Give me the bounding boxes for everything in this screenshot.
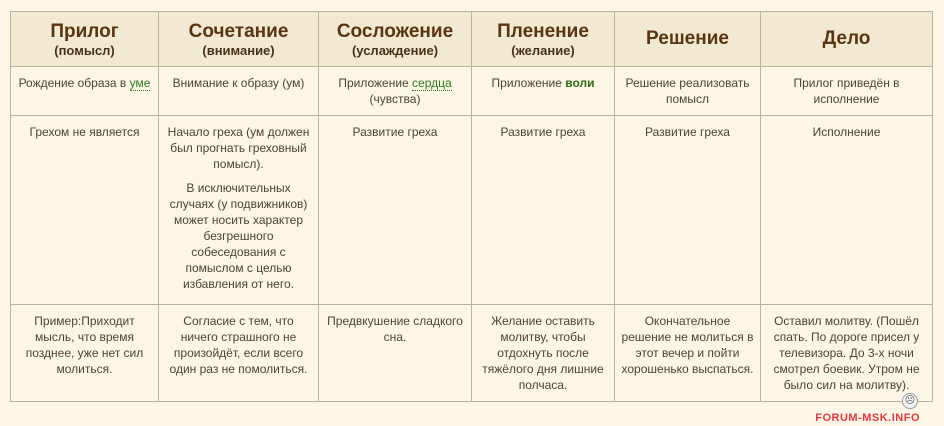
table-cell: Решение реализовать помысл	[615, 67, 761, 116]
serdtse-link[interactable]: сердца	[412, 76, 452, 90]
header-title: Сочетание	[188, 20, 289, 42]
table-cell: Развитие греха	[615, 116, 761, 305]
header-row	[11, 12, 933, 67]
cell-text: Рождение образа в	[18, 76, 130, 90]
table-cell	[319, 67, 472, 116]
table-cell: Окончательное решение не молиться в этот вечер и пойти хорошенько выспаться.	[615, 305, 761, 402]
table-cell: Оставил молитву. (Пошёл спать. По дороге присел у телевизора. До 3-х ночи смотрел боевик. Утром не было сил на молитву).	[761, 305, 933, 402]
table-row	[11, 67, 933, 116]
table-cell: Желание оставить молитву, чтобы отдохнуть после тяжёлого дня лишние полчаса.	[472, 305, 615, 402]
header-reshenie	[615, 12, 761, 67]
header-delo	[761, 12, 933, 67]
stages-of-sin-table	[10, 11, 933, 402]
header-prilog	[11, 12, 159, 67]
table-cell: Развитие греха	[472, 116, 615, 305]
header-title: Пленение	[497, 20, 589, 42]
table-cell: Пример:Приходит мысль, что время позднее, уже нет сил молиться.	[11, 305, 159, 402]
table-row	[11, 116, 933, 305]
um-link[interactable]: уме	[129, 76, 151, 90]
cell-text: Приложение	[491, 76, 566, 90]
cell-paragraph: В исключительных случаях (у подвижников) может носить характер безгрешного собеседования с помыслом с целью избавления от него.	[169, 181, 308, 291]
table-cell: Внимание к образу (ум)	[159, 67, 319, 116]
table-cell	[159, 116, 319, 305]
sad-face-icon: ☹	[902, 393, 918, 409]
header-subtitle: (помысл)	[54, 42, 115, 58]
table-cell: Прилог приведён в исполнение	[761, 67, 933, 116]
table-cell: Согласие с тем, что ничего страшного не произойдёт, если всего один раз не помолиться.	[159, 305, 319, 402]
header-subtitle: (желание)	[511, 42, 575, 58]
header-soslozhenie	[319, 12, 472, 67]
header-plenenie	[472, 12, 615, 67]
volya-link[interactable]: воли	[565, 76, 595, 90]
header-subtitle: (внимание)	[202, 42, 275, 58]
header-title: Решение	[646, 28, 729, 49]
cell-text: (чувства)	[369, 92, 421, 106]
cell-paragraph: Начало греха (ум должен был прогнать греховный помысл).	[167, 125, 310, 171]
forum-watermark: FORUM-MSK.INFO	[815, 412, 920, 424]
table-cell	[472, 67, 615, 116]
cell-text: Приложение	[338, 76, 413, 90]
stages-table-container	[10, 11, 932, 411]
header-subtitle: (услаждение)	[351, 42, 439, 58]
table-cell	[11, 67, 159, 116]
table-cell: Развитие греха	[319, 116, 472, 305]
header-title: Дело	[822, 28, 871, 49]
table-cell: Предвкушение сладкого сна.	[319, 305, 472, 402]
table-cell: Исполнение	[761, 116, 933, 305]
header-title: Сосложение	[336, 20, 454, 42]
table-cell: Грехом не является	[11, 116, 159, 305]
table-row	[11, 305, 933, 402]
header-sochetanie	[159, 12, 319, 67]
header-title: Прилог	[50, 20, 119, 42]
